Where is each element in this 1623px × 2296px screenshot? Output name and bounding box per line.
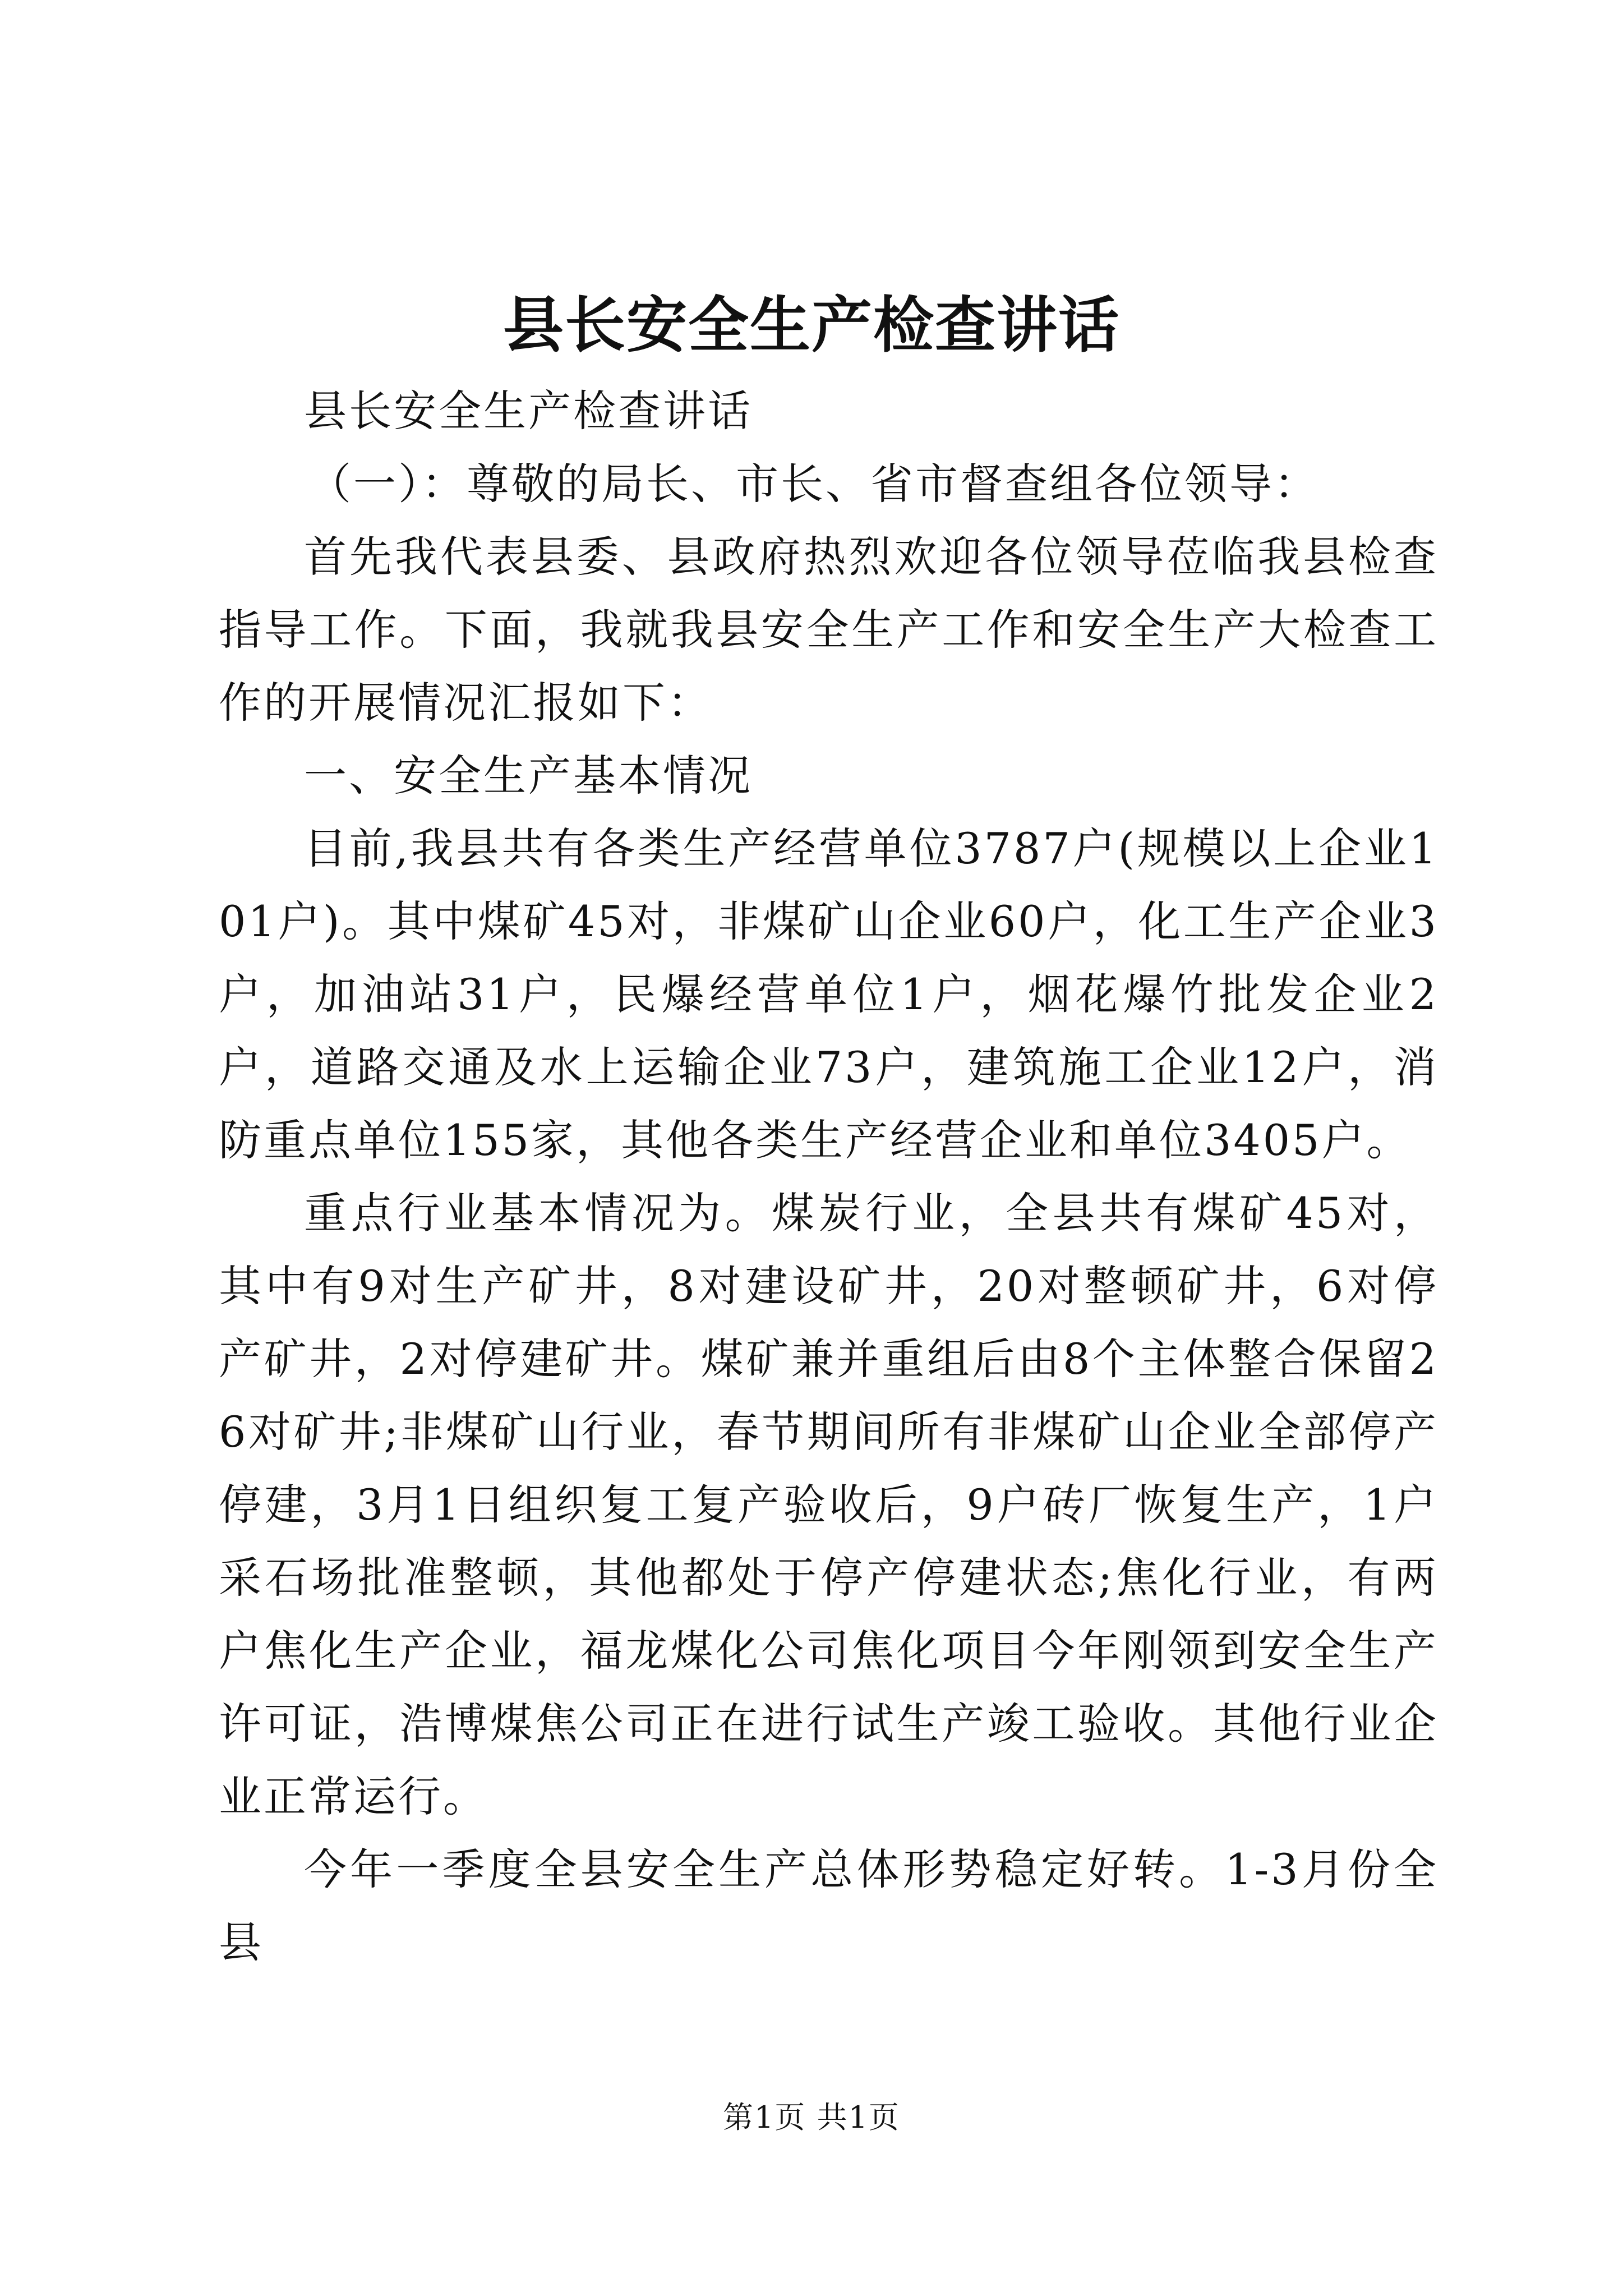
statistics-paragraph: 目前,我县共有各类生产经营单位3787户(规模以上企业101户)。其中煤矿45对，非煤矿山企业60户，化工生产企业3户，加油站31户，民爆经营单位1户，烟花爆竹批发企业2户，道路交通及水上运输企业73户，建筑施工企业12户，消防重点单位155家，其他各类生产经营企业和单位3405户。 — [219, 823, 1438, 1165]
document-title: 县长安全生产检查讲话 — [502, 290, 1120, 361]
subtitle-paragraph: 县长安全生产检查讲话 — [304, 386, 753, 436]
salutation-paragraph: （一）：尊敬的局长、市长、省市督查组各位领导： — [308, 459, 1319, 509]
section-heading: 一、安全生产基本情况 — [304, 751, 753, 800]
industry-paragraph: 重点行业基本情况为。煤炭行业，全县共有煤矿45对，其中有9对生产矿井，8对建设矿井，20对整顿矿井，6对停产矿井，2对停建矿井。煤矿兼并重组后由8个主体整合保留26对矿井;非煤矿山行业，春节期间所有非煤矿山企业全部停产停建，3月1日组织复工复产验收后，9户砖厂恢复生产，1户采石场批准整顿，其他都处于停产停建状态;焦化行业，有两户焦化生产企业，福龙煤化公司焦化项目今年刚领到安全生产许可证，浩博煤焦公司正在进行试生产竣工验收。其他行业企业正常运行。 — [219, 1188, 1438, 1821]
document-body — [219, 375, 1438, 1979]
intro-paragraph: 首先我代表县委、县政府热烈欢迎各位领导莅临我县检查指导工作。下面，我就我县安全生产工作和安全生产大检查工作的开展情况汇报如下： — [219, 532, 1438, 728]
page-footer: 第1页 共1页 — [723, 2100, 900, 2135]
quarter-paragraph: 今年一季度全县安全生产总体形势稳定好转。1-3月份全县 — [219, 1844, 1438, 1967]
